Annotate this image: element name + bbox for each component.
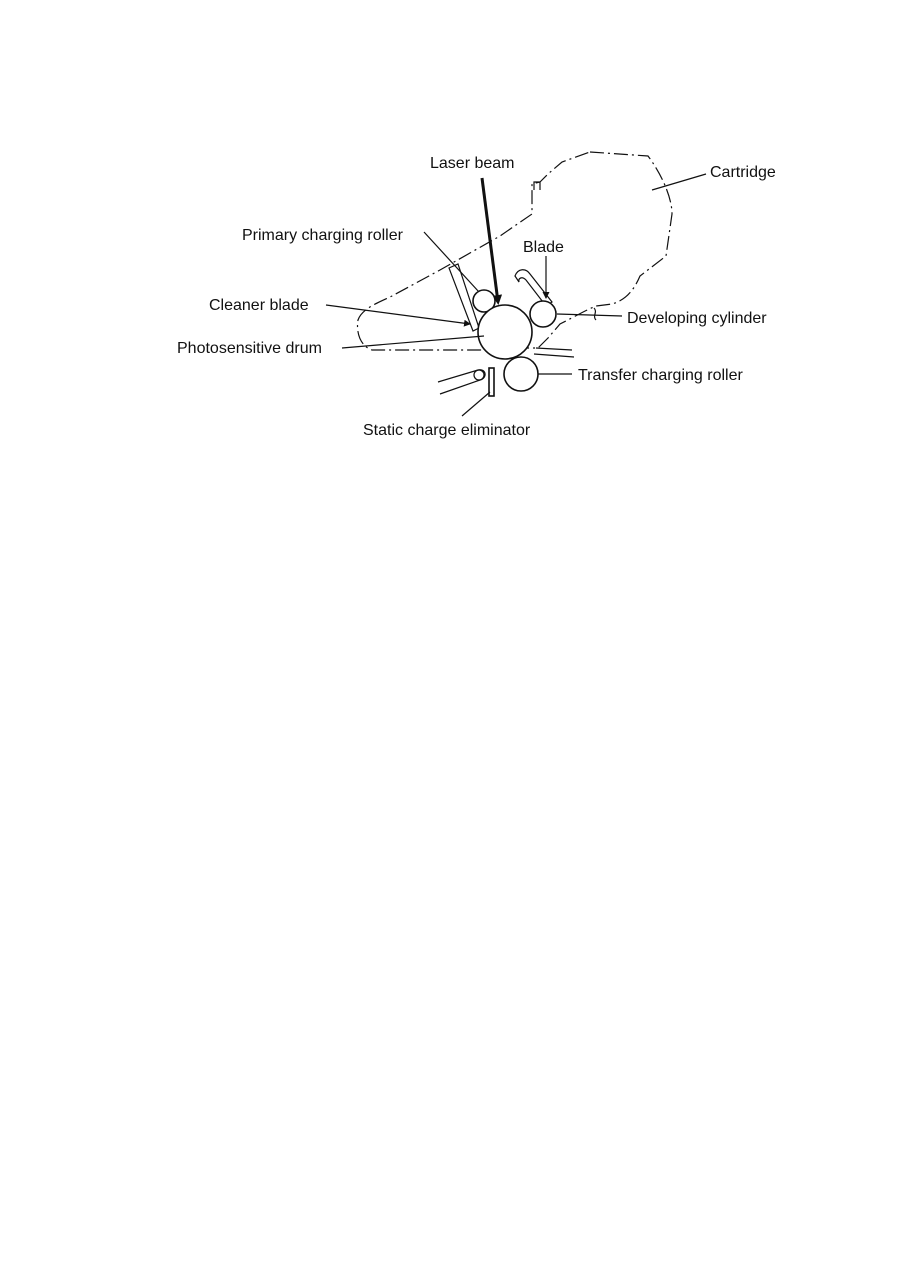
- cleaner-blade-leader: [326, 305, 470, 324]
- label-photosensitive-drum: Photosensitive drum: [177, 340, 322, 357]
- feed-guide-end: [474, 370, 484, 380]
- label-primary-charging-roller: Primary charging roller: [242, 227, 403, 244]
- transfer-charging-roller: [504, 357, 538, 391]
- label-static-charge-eliminator: Static charge eliminator: [363, 422, 531, 439]
- label-blade: Blade: [523, 239, 564, 256]
- developing-cylinder: [530, 301, 556, 327]
- label-cleaner-blade: Cleaner blade: [209, 297, 309, 314]
- cartridge-squiggle: [594, 308, 596, 320]
- label-transfer-charging-roller: Transfer charging roller: [578, 367, 743, 384]
- photosensitive-drum-leader: [342, 336, 484, 348]
- label-laser-beam: Laser beam: [430, 155, 515, 172]
- label-cartridge: Cartridge: [710, 164, 776, 181]
- photosensitive-drum: [478, 305, 532, 359]
- static-charge-eliminator-leader: [462, 392, 490, 416]
- paper-guide-line-2: [534, 354, 574, 357]
- label-developing-cylinder: Developing cylinder: [627, 310, 767, 327]
- laser-beam-arrow: [482, 178, 498, 302]
- paper-feed-guide: [438, 370, 485, 394]
- primary-charging-roller-leader: [424, 232, 479, 292]
- paper-guide-line-1: [536, 348, 572, 350]
- developing-cylinder-leader: [557, 314, 622, 316]
